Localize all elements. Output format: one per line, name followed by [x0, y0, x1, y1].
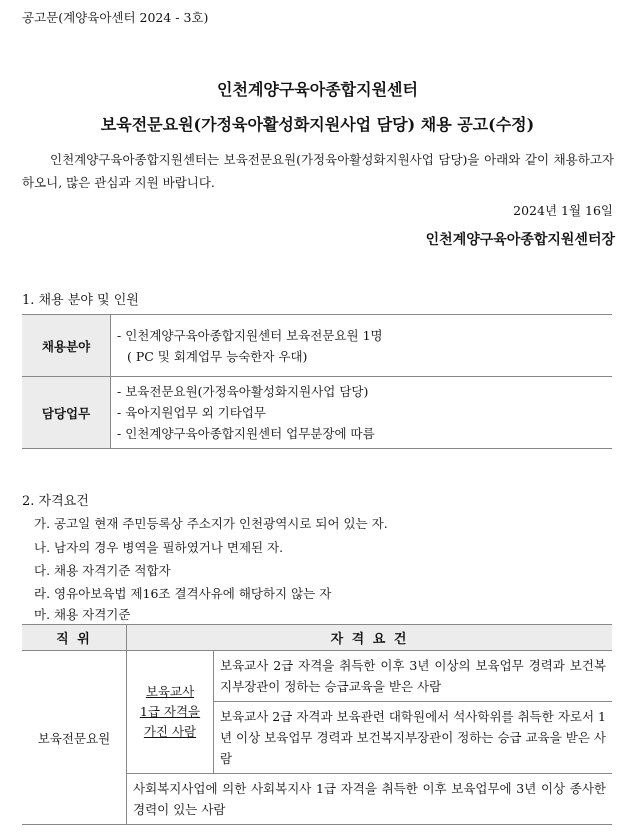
position-cell: 보육전문요원	[22, 651, 127, 825]
header-position: 직 위	[22, 625, 127, 651]
condition-cell: 사회복지사업에 의한 사회복지사 1급 자격을 취득한 이후 보육업무에 3년 이상 종사한 경력이 있는 사람	[127, 774, 613, 825]
intro-paragraph: 인천계양구육아종합지원센터는 보육전문요원(가정육아활성화지원사업 담당)을 아래와 같이 채용하고자 하오니, 많은 관심과 지원 바랍니다.	[22, 152, 614, 190]
title-announcement: 보육전문요원(가정육아활성화지원사업 담당) 채용 공고(수정)	[100, 115, 535, 134]
recruitment-table	[22, 314, 612, 449]
requirement-item: 나. 남자의 경우 병역을 필하였거나 면제된 자.	[34, 540, 284, 555]
row-value-duties	[111, 377, 613, 449]
requirement-item: 다. 채용 자격기준 적합자	[34, 563, 171, 578]
sub-qualification-cell	[127, 651, 214, 774]
field-line: - 인천계양구육아종합지원센터 보육전문요원 1명	[117, 327, 383, 343]
condition-cell: 보육교사 2급 자격과 보육관련 대학원에서 석사학위를 취득한 자로서 1년 이상 보육업무 경력과 보건복지부장관이 정하는 승급 교육을 받은 사람	[214, 702, 613, 774]
title-org: 인천계양구육아종합지원센터	[217, 80, 418, 99]
announcement-date: 2024년 1월 16일	[513, 203, 613, 218]
sub-qualification-line: 1급 자격을	[139, 704, 201, 719]
notice-number: 공고문(계양육아센터 2024 - 3호)	[22, 10, 209, 25]
row-label-duties: 담당업무	[22, 377, 111, 449]
requirement-item: 가. 공고일 현재 주민등록상 주소지가 인천광역시로 되어 있는 자.	[34, 516, 388, 531]
field-line: ( PC 및 회계업무 능숙한자 우대)	[127, 348, 308, 364]
section-2-title: 2. 자격요건	[22, 494, 89, 509]
requirement-item: 마. 채용 자격기준	[34, 607, 131, 622]
section-1-title: 1. 채용 분야 및 인원	[22, 293, 139, 308]
header-requirements: 자 격 요 건	[127, 625, 613, 651]
sub-qualification-line: 가진 사람	[143, 724, 197, 739]
row-value-field	[111, 315, 613, 377]
sub-qualification-line: 보육교사	[145, 684, 195, 699]
duty-line: - 인천계양구육아종합지원센터 업무분장에 따름	[117, 426, 375, 441]
condition-cell: 보육교사 2급 자격을 취득한 이후 3년 이상의 보육업무 경력과 보건복지부장관이 정하는 승급교육을 받은 사람	[214, 651, 613, 702]
table-row	[22, 315, 612, 377]
duty-line: - 육아지원업무 외 기타업무	[117, 405, 266, 420]
duty-line: - 보육전문요원(가정육아활성화지원사업 담당)	[117, 384, 369, 399]
row-label-field: 채용분야	[22, 315, 111, 377]
table-row	[22, 651, 612, 702]
table-row	[22, 377, 612, 449]
qualification-table	[22, 624, 612, 825]
requirement-item: 라. 영유아보육법 제16조 결격사유에 해당하지 않는 자	[34, 586, 332, 601]
table-header-row	[22, 625, 612, 651]
signer: 인천계양구육아종합지원센터장	[425, 232, 615, 248]
